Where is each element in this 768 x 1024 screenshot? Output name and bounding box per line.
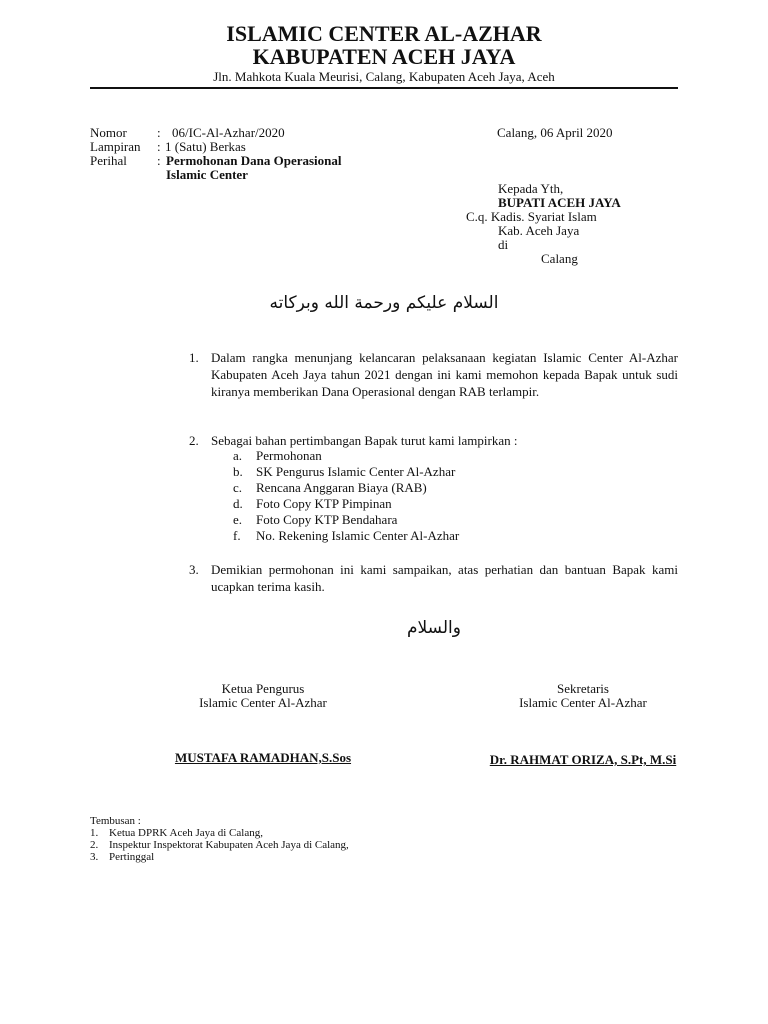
paragraph-1-number: 1. xyxy=(189,350,199,365)
cc-item-text: Inspektur Inspektorat Kabupaten Aceh Jaya di Calang, xyxy=(109,839,349,851)
recipient-cq: C.q. Kadis. Syariat Islam xyxy=(466,209,597,224)
cc-item-number: 1. xyxy=(90,827,99,839)
attachment-letter: e. xyxy=(233,512,243,527)
attachment-letter: a. xyxy=(233,448,243,463)
nomor-colon: : xyxy=(157,125,161,140)
cc-item-number: 2. xyxy=(90,839,99,851)
attachment-text: Foto Copy KTP Pimpinan xyxy=(256,496,392,511)
left-signatory-name: MUSTAFA RAMADHAN,S.Sos xyxy=(174,750,352,765)
arabic-closing: والسلام xyxy=(407,618,461,638)
perihal-value-line2: Islamic Center xyxy=(166,167,248,182)
cc-title: Tembusan : xyxy=(90,815,141,827)
attachment-text: Rencana Anggaran Biaya (RAB) xyxy=(256,480,427,495)
attachment-letter: b. xyxy=(233,464,243,479)
attachment-letter: d. xyxy=(233,496,243,511)
right-signatory-name: Dr. RAHMAT ORIZA, S.Pt, M.Si xyxy=(489,752,677,767)
lampiran-colon: : xyxy=(157,139,161,154)
left-signatory-role: Ketua Pengurus xyxy=(221,681,305,696)
attachment-letter: f. xyxy=(233,528,241,543)
right-signatory-role: Sekretaris xyxy=(557,681,609,696)
paragraph-3-number: 3. xyxy=(189,562,199,577)
nomor-label: Nomor xyxy=(90,125,127,140)
header-divider xyxy=(90,87,678,89)
lampiran-label: Lampiran xyxy=(90,139,141,154)
perihal-value-line1: Permohonan Dana Operasional xyxy=(166,153,342,168)
attachment-text: SK Pengurus Islamic Center Al-Azhar xyxy=(256,464,456,479)
arabic-greeting: السلام عليكم ورحمة الله وبركاته xyxy=(269,293,499,313)
recipient-name: BUPATI ACEH JAYA xyxy=(498,195,621,210)
lampiran-value: 1 (Satu) Berkas xyxy=(165,139,246,154)
recipient-region: Kab. Aceh Jaya xyxy=(498,223,580,238)
attachment-text: No. Rekening Islamic Center Al-Azhar xyxy=(256,528,460,543)
org-name-line2: KABUPATEN ACEH JAYA xyxy=(252,44,516,69)
attachment-text: Foto Copy KTP Bendahara xyxy=(256,512,398,527)
cc-item-text: Pertinggal xyxy=(109,851,155,863)
recipient-di: di xyxy=(498,237,509,252)
paragraph-3-text: Demikian permohonan ini kami sampaikan, atas perhatian dan bantuan Bapak kami ucapkan terima kasih. xyxy=(211,562,678,594)
paragraph-2-number: 2. xyxy=(189,433,199,448)
perihal-label: Perihal xyxy=(90,153,127,168)
letter-date: Calang, 06 April 2020 xyxy=(497,125,613,140)
attachment-text: Permohonan xyxy=(256,448,322,463)
paragraph-2-text: Sebagai bahan pertimbangan Bapak turut kami lampirkan : xyxy=(211,433,518,448)
cc-item-number: 3. xyxy=(90,851,99,863)
attachment-letter: c. xyxy=(233,480,243,495)
paragraph-1-text: Dalam rangka menunjang kelancaran pelaksanaan kegiatan Islamic Center Al-Azhar Kabupaten Aceh Jaya tahun 2021 dengan ini kami memohon kepada Bapak untuk sudi kiranya memberikan Dana Operasional dengan RAB terlampir. xyxy=(211,350,678,399)
right-signatory-org: Islamic Center Al-Azhar xyxy=(519,695,647,710)
org-address: Jln. Mahkota Kuala Meurisi, Calang, Kabupaten Aceh Jaya, Aceh xyxy=(213,69,555,84)
perihal-colon: : xyxy=(157,153,161,168)
cc-item-text: Ketua DPRK Aceh Jaya di Calang, xyxy=(109,827,263,839)
recipient-salutation: Kepada Yth, xyxy=(498,181,564,196)
nomor-value: 06/IC-Al-Azhar/2020 xyxy=(172,125,285,140)
org-name-line1: ISLAMIC CENTER AL-AZHAR xyxy=(226,21,542,46)
left-signatory-org: Islamic Center Al-Azhar xyxy=(199,695,327,710)
recipient-city: Calang xyxy=(541,251,578,266)
